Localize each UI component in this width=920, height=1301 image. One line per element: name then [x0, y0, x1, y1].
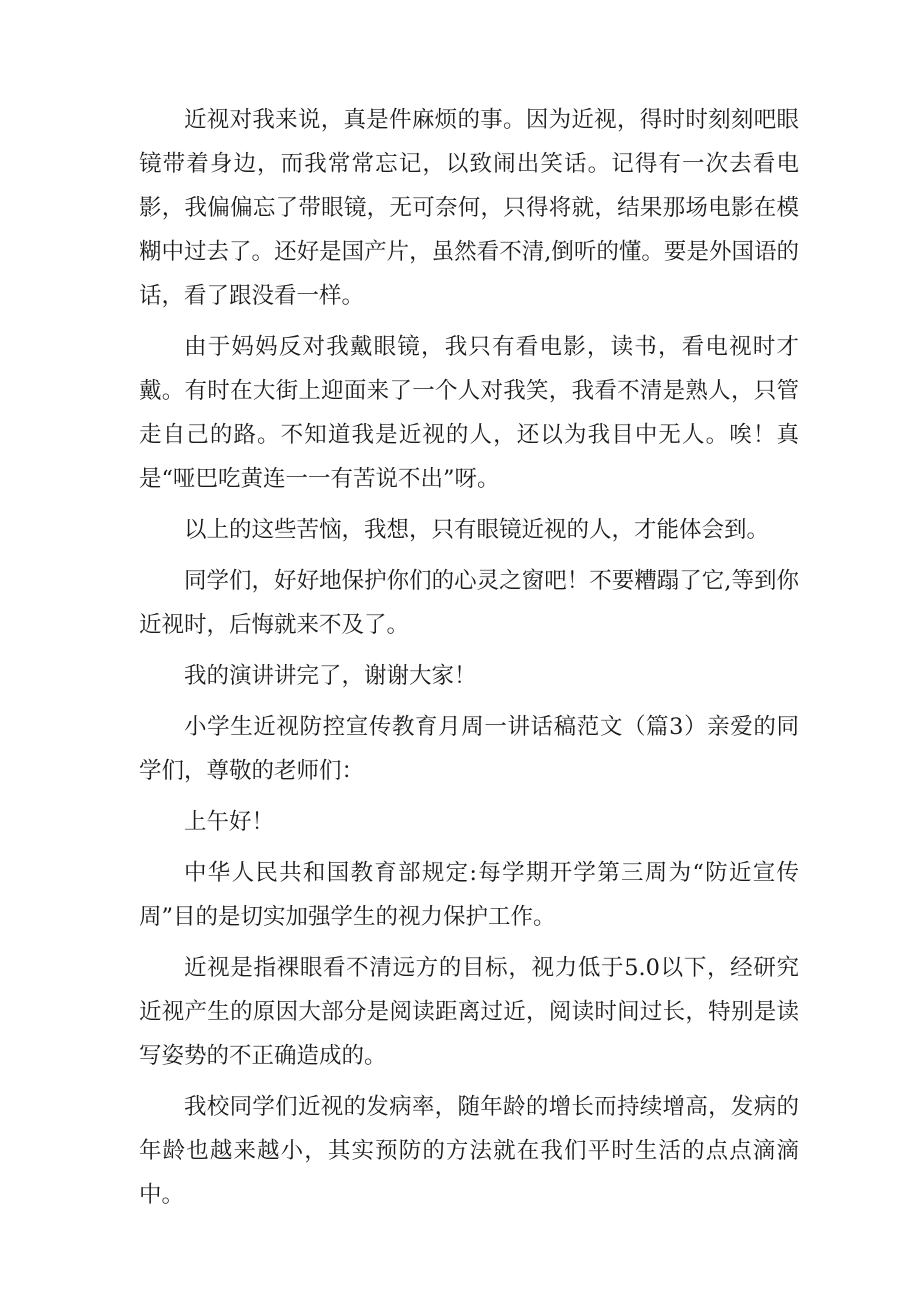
paragraph: 近视对我来说，真是件麻烦的事。因为近视，得时时刻刻吧眼镜带着身边，而我常常忘记，以致闹出笑话。记得有一次去看电影，我偏偏忘了带眼镜，无可奈何，只得将就，结果那场电影在模糊中过去了。还好是国产片，虽然看不清,倒听的懂。要是外国语的话，看了跟没看一样。 [139, 107, 799, 309]
paragraph: 我校同学们近视的发病率，随年龄的增长而持续增高，发病的年龄也越来越小，其实预防的方法就在我们平时生活的点点滴滴中。 [139, 1094, 799, 1208]
paragraph: 中华人民共和国教育部规定:每学期开学第三周为“防近宣传周”目的是切实加强学生的视力保护工作。 [139, 860, 799, 930]
document-body [139, 98, 799, 1217]
paragraph: 以上的这些苦恼，我想，只有眼镜近视的人，才能体会到。 [184, 517, 770, 543]
paragraph: 小学生近视防控宣传教育月周一讲话稿范文（篇3）亲爱的同学们，尊敬的老师们： [139, 714, 799, 784]
paragraph: 同学们，好好地保护你们的心灵之窗吧！不要糟蹋了它,等到你近视时，后悔就来不及了。 [139, 568, 799, 638]
paragraph: 上午好！ [184, 809, 275, 835]
paragraph: 我的演讲讲完了，谢谢大家！ [184, 663, 477, 689]
paragraph: 由于妈妈反对我戴眼镜，我只有看电影，读书，看电视时才戴。有时在大街上迎面来了一个人对我笑，我看不清是熟人，只管走自己的路。不知道我是近视的人，还以为我目中无人。唉！真是“哑巴吃黄连一一有苦说不出”呀。 [139, 334, 799, 492]
paragraph: 近视是指裸眼看不清远方的目标，视力低于5.0以下，经研究近视产生的原因大部分是阅读距离过近，阅读时间过长，特别是读写姿势的不正确造成的。 [139, 955, 799, 1069]
